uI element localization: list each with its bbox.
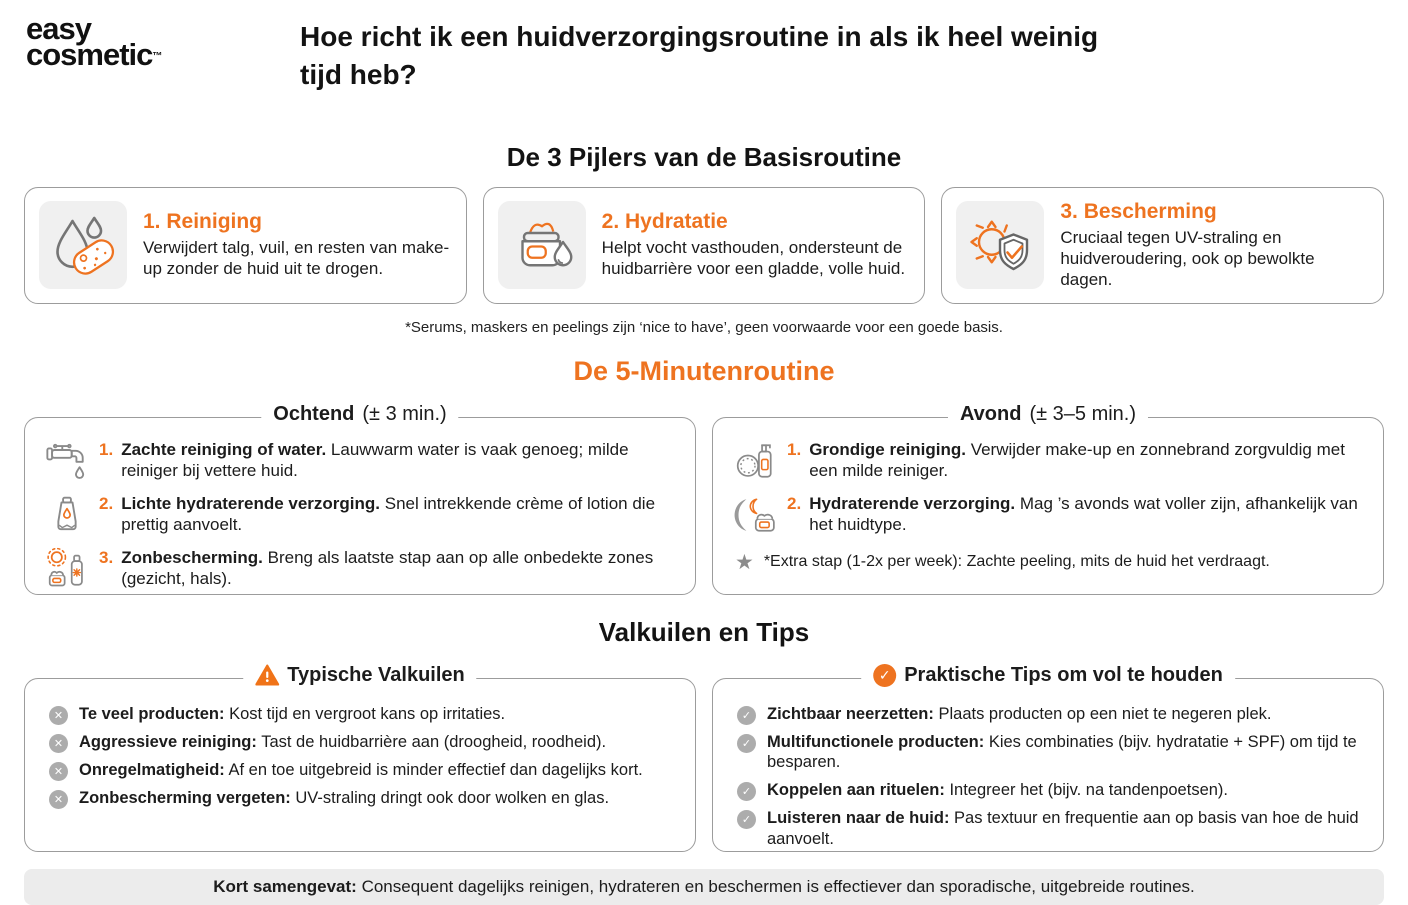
tip-text	[767, 808, 1359, 849]
step-detail: Mag ’s avonds wat voller zijn, afhankelijk van het huidtype.	[809, 493, 1358, 534]
summary-text: Consequent dagelijks reinigen, hydrateren en beschermen is effectiever dan sporadische, uitgebreide routines.	[361, 876, 1195, 896]
pitfall-item-1	[49, 704, 671, 725]
tip-bold: Onregelmatigheid:	[79, 760, 225, 779]
x-circle-icon: ✕	[49, 706, 68, 725]
tip-detail: UV-straling dringt ook door wolken en glas.	[295, 788, 610, 807]
cream-tube-icon	[43, 493, 91, 537]
step-bold: Lichte hydraterende verzorging.	[121, 493, 381, 513]
faucet-drop-icon	[43, 439, 91, 483]
tip-detail: Af en toe uitgebreid is minder effectief dan dagelijks kort.	[228, 760, 643, 779]
pillar-text: Cruciaal tegen UV-straling en huidveroudering, ook op bewolkte dagen.	[1060, 228, 1315, 289]
step-detail: Lauwwarm water is vaak genoeg; milde reiniger bij vettere huid.	[121, 439, 629, 480]
tip-detail: Pas textuur en frequentie aan op basis van hoe de huid aanvoelt.	[767, 808, 1359, 848]
tip-bold: Luisteren naar de huid:	[767, 808, 950, 827]
pillars-heading: De 3 Pijlers van de Basisroutine	[506, 142, 902, 172]
step-text	[121, 439, 677, 482]
moon-night-cream-icon	[731, 493, 779, 537]
step-number: 2.	[99, 493, 114, 513]
pillar-title: 1. Reiniging	[143, 210, 263, 234]
tip-detail: Kies combinaties (bijv. hydratatie + SPF) om tijd te besparen.	[767, 732, 1357, 772]
trademark-symbol: ™	[152, 51, 163, 62]
pillar-text: Verwijdert talg, vuil, en resten van make-up zonder de huid uit te drogen.	[143, 238, 450, 279]
step-detail: Snel intrekkende crème of lotion die prettig aanvoelt.	[121, 493, 656, 534]
practical-tips-title: Praktische Tips om vol te houden	[904, 663, 1223, 686]
tip-detail: Plaats producten op een niet te negeren plek.	[938, 704, 1272, 723]
sun-shield-icon	[956, 201, 1044, 289]
tip-text	[767, 704, 1271, 725]
pitfalls-card	[24, 663, 696, 852]
pitfalls-card-title	[243, 664, 476, 687]
check-circle-icon: ✓	[737, 782, 756, 801]
morning-step-1	[43, 439, 677, 483]
tip-detail: Kost tijd en vergroot kans op irritaties.	[229, 704, 506, 723]
evening-title: Avond	[959, 402, 1022, 425]
practical-tips-card-title	[861, 664, 1235, 687]
morning-card-title	[261, 403, 458, 426]
pitfall-item-4	[49, 788, 671, 809]
x-circle-icon: ✕	[49, 790, 68, 809]
step-text	[809, 493, 1365, 536]
morning-duration: (± 3 min.)	[362, 402, 447, 425]
easycosmetic-logo	[26, 11, 163, 72]
step-text	[121, 493, 677, 536]
check-circle-orange-icon: ✓	[873, 664, 896, 687]
tip-text	[79, 732, 606, 753]
step-number: 3.	[99, 547, 114, 567]
routine-heading: De 5-Minutenroutine	[573, 355, 835, 386]
pillar-card-body	[602, 210, 911, 280]
sun-spf-tube-icon	[43, 547, 91, 591]
step-bold: Zonbescherming.	[121, 547, 263, 567]
tip-bold: Multifunctionele producten:	[767, 732, 985, 751]
step-bold: Zachte reiniging of water.	[121, 439, 327, 459]
tips-cards-row	[24, 663, 1384, 852]
pillar-text: Helpt vocht vasthouden, ondersteunt de huidbarrière voor een gladde, volle huid.	[601, 238, 906, 279]
tip-text	[79, 788, 609, 809]
star-icon: ★	[735, 550, 754, 574]
practical-tip-2	[737, 732, 1359, 773]
pillar-title: 2. Hydratatie	[601, 210, 728, 234]
tip-text	[767, 780, 1228, 801]
summary-bar	[24, 869, 1384, 905]
practical-tip-1	[737, 704, 1359, 725]
pillar-card-bescherming	[941, 187, 1384, 304]
step-text	[809, 439, 1365, 482]
step-bold: Hydraterende verzorging.	[809, 493, 1016, 513]
evening-step-2	[731, 493, 1365, 537]
practical-tips-card	[712, 663, 1384, 852]
check-circle-icon: ✓	[737, 810, 756, 829]
check-circle-icon: ✓	[737, 706, 756, 725]
step-bold: Grondige reiniging.	[809, 439, 966, 459]
tips-heading: Valkuilen en Tips	[598, 616, 810, 647]
logo-line2: cosmetic	[26, 37, 153, 72]
pillar-title: 3. Bescherming	[1060, 200, 1217, 223]
pillar-card-reiniging	[24, 187, 467, 304]
check-circle-icon: ✓	[737, 734, 756, 753]
evening-duration: (± 3–5 min.)	[1029, 402, 1137, 425]
pillar-card-hydratatie	[483, 187, 926, 304]
x-circle-icon: ✕	[49, 762, 68, 781]
summary-lead: Kort samengevat:	[213, 876, 357, 896]
pitfall-item-2	[49, 732, 671, 753]
step-detail: Breng als laatste stap aan op alle onbedekte zones (gezicht, hals).	[121, 547, 654, 588]
step-number: 1.	[787, 439, 802, 459]
morning-step-2	[43, 493, 677, 537]
water-drop-sponge-icon	[39, 201, 127, 289]
evening-extra-step	[735, 552, 1365, 573]
morning-card	[24, 402, 696, 595]
step-detail: Verwijder make-up en zonnebrand zorgvuldig met een milde reiniger.	[809, 439, 1345, 480]
step-text	[121, 547, 677, 590]
practical-tip-4	[737, 808, 1359, 849]
tip-bold: Koppelen aan rituelen:	[767, 780, 945, 799]
x-circle-icon: ✕	[49, 734, 68, 753]
cream-jar-drop-icon	[498, 201, 586, 289]
morning-step-3	[43, 547, 677, 591]
pillar-card-body	[1060, 200, 1369, 291]
pillar-card-body	[143, 210, 452, 280]
morning-title: Ochtend	[273, 402, 355, 425]
page-title: Hoe richt ik een huidverzorgingsroutine in als ik heel weinig tijd heb?	[300, 21, 1099, 90]
extra-text: *Extra stap (1-2x per week): Zachte peeling, mits de huid het verdraagt.	[763, 553, 1270, 571]
pitfalls-title: Typische Valkuilen	[287, 663, 465, 686]
routine-cards-row	[24, 402, 1384, 595]
tip-bold: Zonbescherming vergeten:	[79, 788, 291, 807]
warning-triangle-icon	[255, 664, 279, 686]
pillars-footnote: *Serums, maskers en peelings zijn ‘nice to have’, geen voorwaarde voor een goede basis.	[405, 318, 1003, 336]
evening-step-1	[731, 439, 1365, 483]
step-number: 2.	[787, 493, 802, 513]
cotton-pad-bottle-icon	[731, 439, 779, 483]
tip-text	[79, 760, 643, 781]
tip-text	[767, 732, 1359, 773]
practical-tip-3	[737, 780, 1359, 801]
tip-text	[79, 704, 505, 725]
logo-line1: easy	[26, 11, 91, 46]
evening-card	[712, 402, 1384, 595]
tip-bold: Zichtbaar neerzetten:	[767, 704, 934, 723]
page-header	[0, 0, 1408, 128]
tip-bold: Aggressieve reiniging:	[79, 732, 257, 751]
pillar-cards-row	[24, 187, 1384, 304]
tip-detail: Tast de huidbarrière aan (droogheid, roodheid).	[261, 732, 607, 751]
tip-detail: Integreer het (bijv. na tandenpoetsen).	[949, 780, 1228, 799]
tip-bold: Te veel producten:	[79, 704, 225, 723]
step-number: 1.	[99, 439, 114, 459]
evening-card-title	[948, 403, 1148, 426]
pitfall-item-3	[49, 760, 671, 781]
